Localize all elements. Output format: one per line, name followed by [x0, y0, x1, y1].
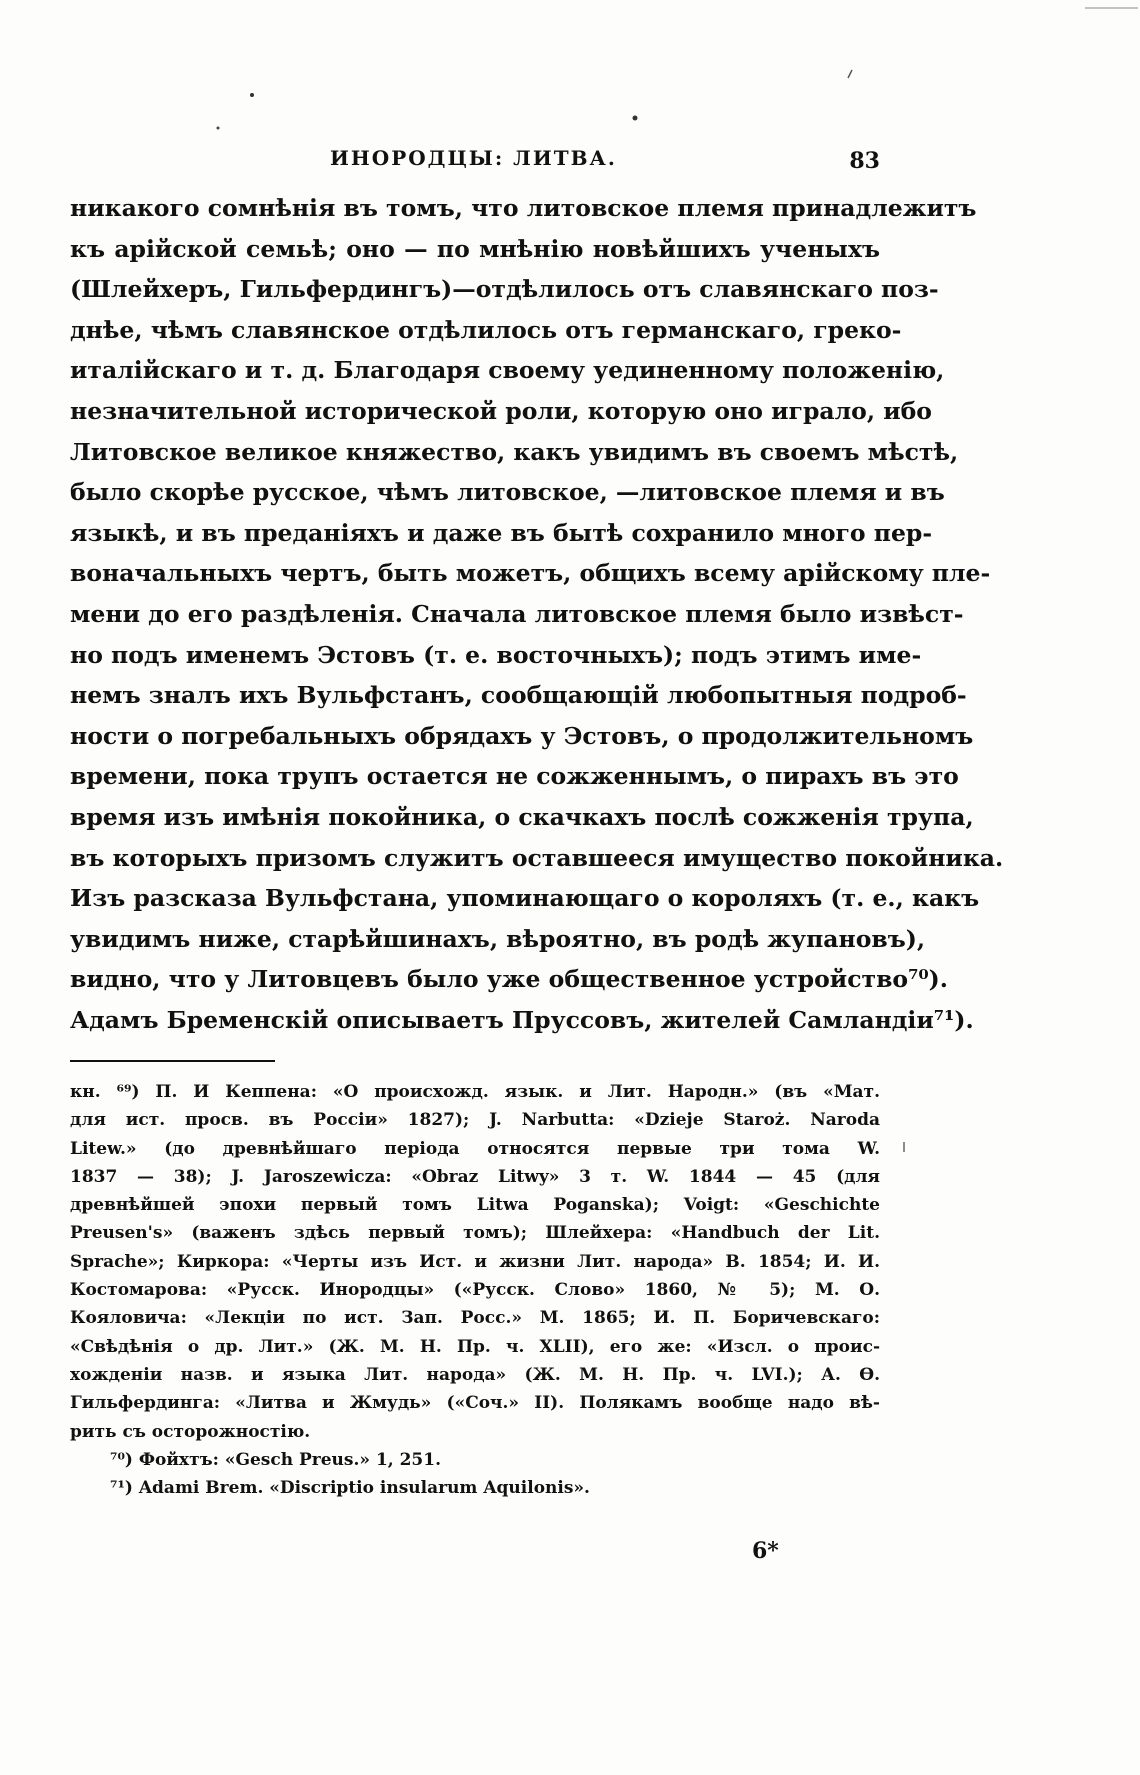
ink-speck [633, 116, 638, 121]
footnote-line: рить съ осторожностію. [70, 1421, 311, 1442]
text-line: никакого сомнѣнія въ томъ, что литовское племя принадлежитъ [70, 194, 977, 222]
text-line: языкѣ, и въ преданіяхъ и даже въ бытѣ сохранило много пер- [70, 518, 933, 547]
text-line: время изъ имѣнія покойника, о скачкахъ послѣ сожженія трупа, [70, 802, 974, 831]
text-line: днѣе, чѣмъ славянское отдѣлилось отъ германскаго, греко- [70, 315, 902, 344]
text-line: видно, что у Литовцевъ было уже общественное устройство⁷⁰). [70, 965, 948, 994]
footnote-line: «Свѣдѣнія о др. Лит.» (Ж. М. Н. Пр. ч. XLII), его же: «Изсл. о проис- [70, 1336, 880, 1357]
text-line: Литовское великое княжество, какъ увидимъ въ своемъ мѣстѣ, [70, 437, 959, 466]
footnote-70: ⁷⁰) Фойхтъ: «Gesch Preus.» 1, 251. [110, 1449, 442, 1470]
text-line: немъ зналъ ихъ Вульфстанъ, сообщающій любопытныя подроб- [70, 681, 967, 710]
text-line: времени, пока трупъ остается не сожженнымъ, о пирахъ въ это [70, 762, 959, 791]
text-line: италійскаго и т. д. Благодаря своему уединенному положенію, [70, 356, 945, 385]
footnote-line: Кояловича: «Лекціи по ист. Зап. Росс.» М. 1865; И. П. Боричевскаго: [70, 1308, 880, 1329]
footnote-line: хожденіи назв. и языка Лит. народа» (Ж. М. Н. Пр. ч. LVI.); А. Ѳ. [70, 1364, 880, 1385]
text-line: Изъ разсказа Вульфстана, упоминающаго о короляхъ (т. е., какъ [70, 884, 980, 913]
footnote-line: Гильфердинга: «Литва и Жмудь» («Соч.» II). Полякамъ вообще надо вѣ- [70, 1393, 880, 1414]
footnote-line: древнѣйшей эпохи первый томъ Litwa Poganska); Voigt: «Geschichte [70, 1195, 880, 1216]
footnote-line: Костомарова: «Русск. Инородцы» («Русск. Слово» 1860, № 5); М. О. [70, 1280, 880, 1301]
footnote-line: Litew.» (до древнѣйшаго періода относятся первые три тома W. [70, 1138, 880, 1159]
text-line: мени до его раздѣленія. Сначала литовское племя было извѣст- [70, 599, 964, 628]
text-line: Адамъ Бременскій описываетъ Пруссовъ, жителей Самландіи⁷¹). [70, 1005, 974, 1034]
running-head: ИНОРОДЦЫ: ЛИТВА. [330, 146, 617, 170]
text-line: было скорѣе русское, чѣмъ литовское, —литовское племя и въ [70, 478, 945, 507]
text-line: (Шлейхеръ, Гильфердингъ)—отдѣлилось отъ славянскаго поз- [70, 275, 939, 304]
footnote-line: 1837 — 38); J. Jaroszewicza: «Obraz Litwy» 3 т. W. 1844 — 45 (для [70, 1166, 880, 1187]
footnote-line: Preusen's» (важенъ здѣсь первый томъ); Шлейхера: «Handbuch der Lit. [70, 1223, 880, 1244]
page-number: 83 [849, 148, 880, 174]
ink-speck [250, 93, 254, 97]
footnote-71: ⁷¹) Adami Brem. «Discriptio insularum Aquilonis». [110, 1478, 590, 1499]
text-line: но подъ именемъ Эстовъ (т. е. восточныхъ); подъ этимъ име- [70, 640, 922, 669]
text-line: къ арійской семьѣ; оно — по мнѣнію новѣйшихъ ученыхъ [70, 234, 880, 263]
text-line: ности о погребальныхъ обрядахъ у Эстовъ, о продолжительномъ [70, 721, 974, 750]
text-line: воначальныхъ чертъ, быть можетъ, общихъ всему арійскому пле- [70, 559, 991, 588]
text-line: незначительной исторической роли, которую оно играло, ибо [70, 396, 932, 425]
footnote-line: кн. ⁶⁹) П. И Кеппена: «О происхожд. язык. и Лит. Народн.» (въ «Мат. [70, 1082, 880, 1102]
footnote-line: для ист. просв. въ Россіи» 1827); J. Narbutta: «Dzieje Staroż. Naroda [70, 1110, 880, 1131]
footnote-line: Sprache»; Киркора: «Черты изъ Ист. и жизни Лит. народа» В. 1854; И. И. [70, 1251, 880, 1272]
ink-speck [848, 70, 852, 78]
text-line: въ которыхъ призомъ служитъ оставшееся имущество покойника. [70, 843, 1004, 872]
text-line: увидимъ ниже, старѣйшинахъ, вѣроятно, въ родѣ жупановъ), [70, 924, 926, 953]
signature-mark: 6* [752, 1538, 779, 1564]
ink-speck [217, 127, 220, 130]
